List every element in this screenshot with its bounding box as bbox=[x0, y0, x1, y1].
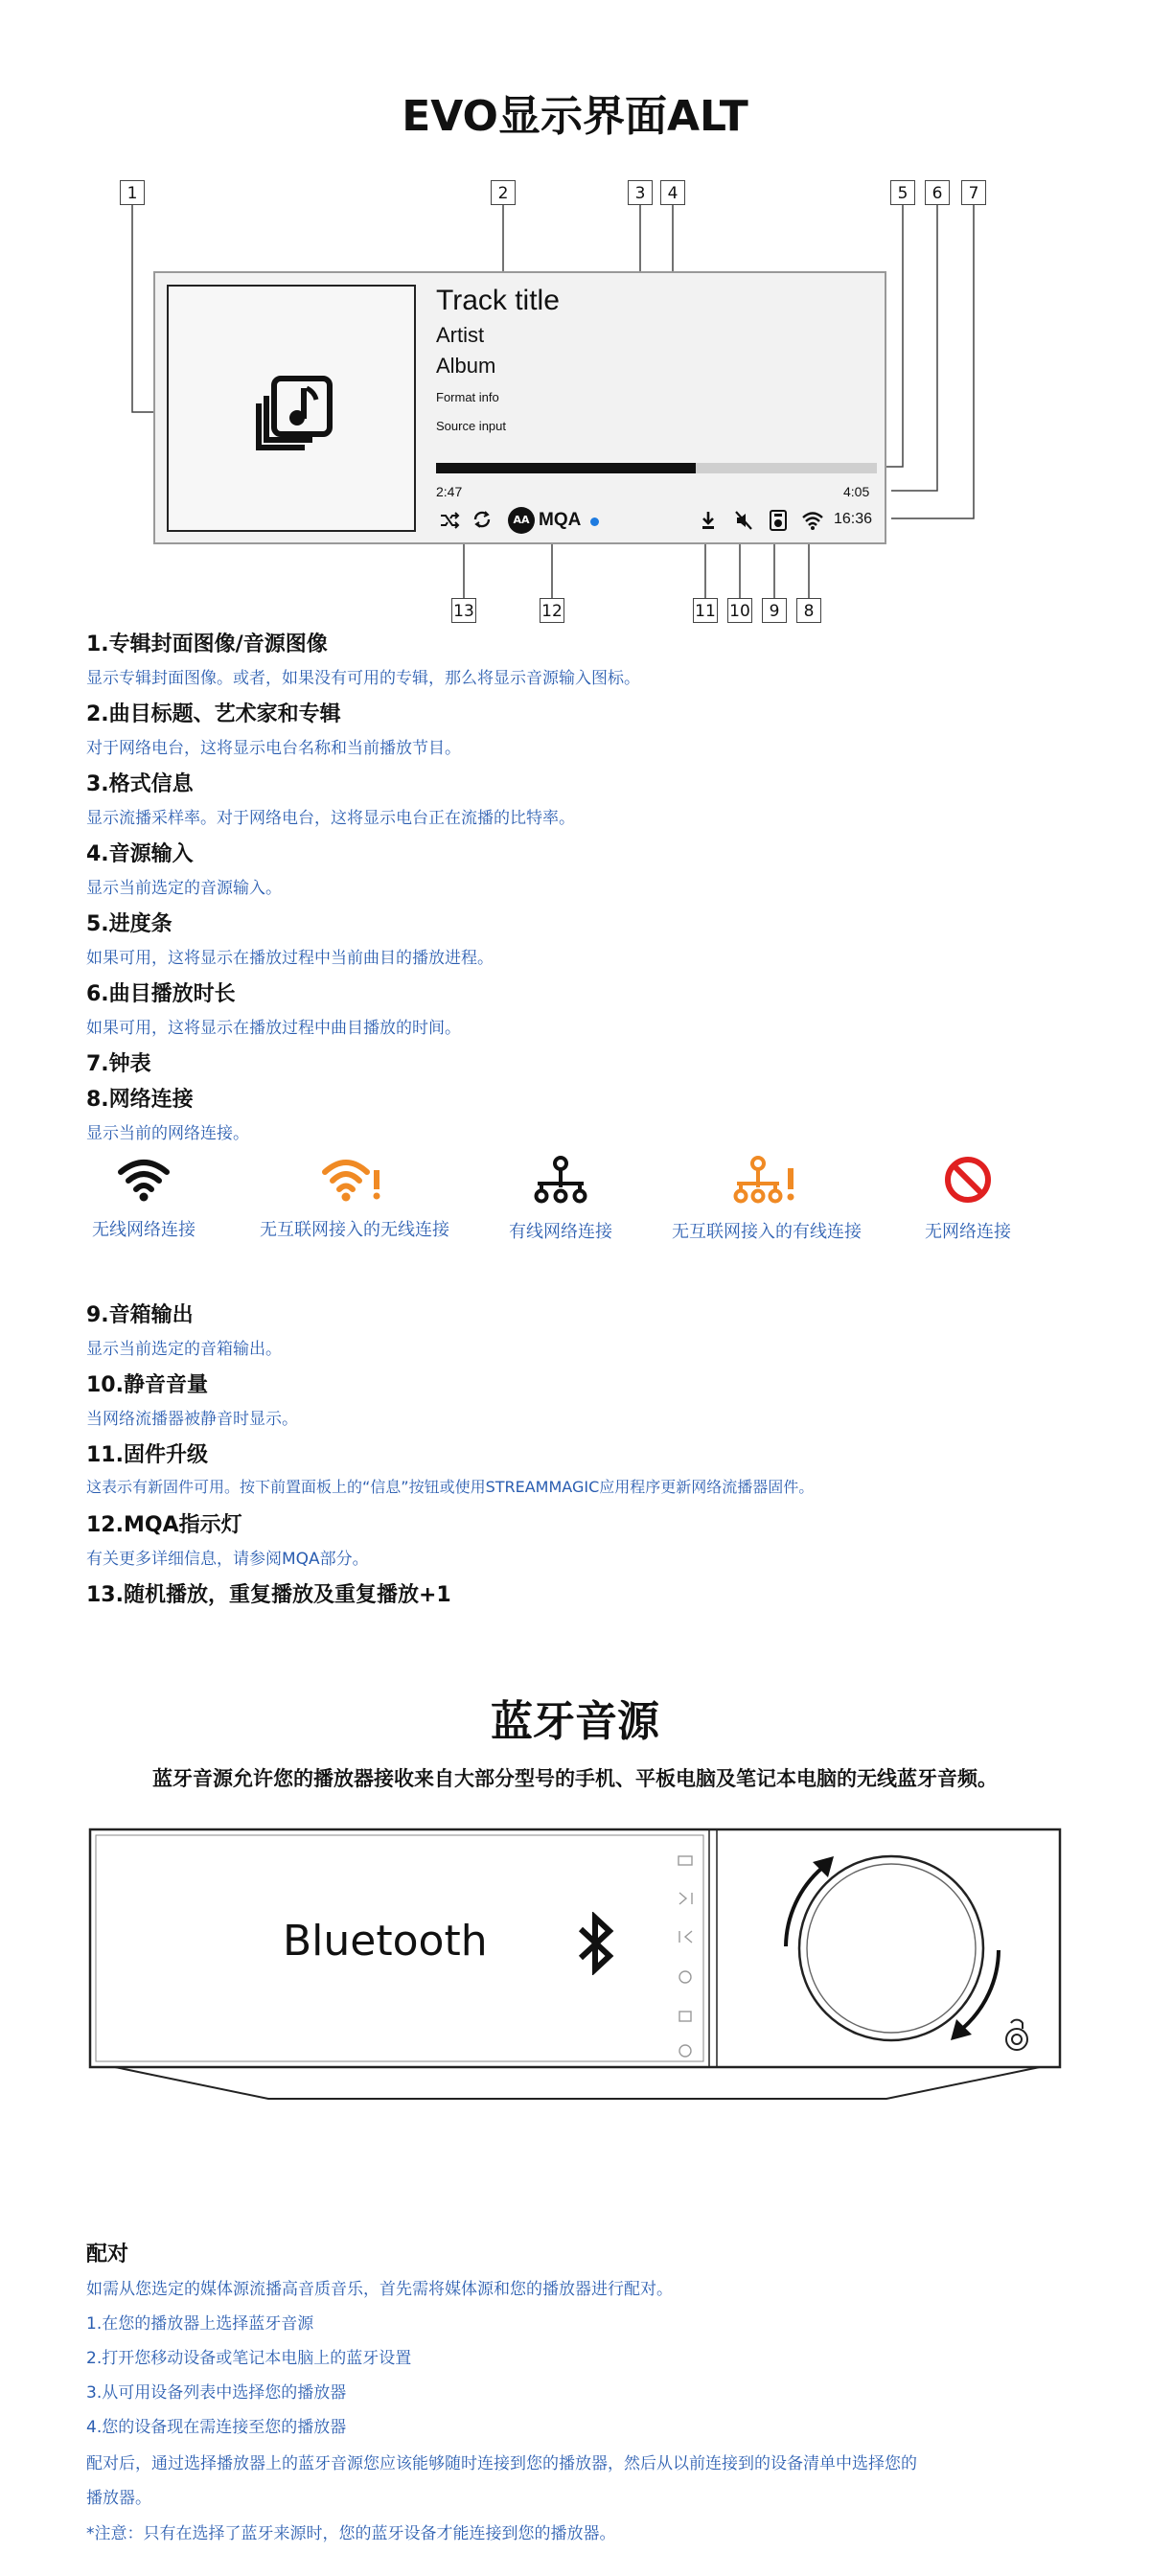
source-input: Source input bbox=[436, 419, 506, 433]
item-title-13: 13.随机播放，重复播放及重复播放+1 bbox=[86, 1583, 451, 1607]
album-name: Album bbox=[436, 354, 496, 378]
clock: 16:36 bbox=[834, 511, 873, 527]
evo-display-screen bbox=[153, 271, 886, 544]
aa-badge-icon: AA bbox=[508, 507, 535, 534]
pairing-after-line-2: 播放器。 bbox=[86, 2489, 151, 2508]
no-network-icon bbox=[939, 1155, 997, 1205]
network-wired-no-internet-label: 无互联网接入的有线连接 bbox=[672, 1222, 862, 1242]
callout-6: 6 bbox=[925, 180, 950, 205]
speaker-output-icon bbox=[769, 509, 788, 532]
progress-bar bbox=[436, 463, 877, 473]
pairing-step-1: 1.在您的播放器上选择蓝牙音源 bbox=[86, 2314, 314, 2334]
network-wifi-no-internet-label: 无互联网接入的无线连接 bbox=[260, 1220, 449, 1240]
item-title-8: 8.网络连接 bbox=[86, 1088, 194, 1112]
note-prefix: *注意 bbox=[86, 2524, 127, 2543]
item-title-7: 7.钟表 bbox=[86, 1052, 151, 1076]
item-desc-1: 显示专辑封面图像。或者，如果没有可用的专辑，那么将显示音源输入图标。 bbox=[86, 669, 640, 688]
item-desc-5: 如果可用，这将显示在播放过程中当前曲目的播放进程。 bbox=[86, 949, 494, 968]
bluetooth-subtitle: 蓝牙音源允许您的播放器接收来自大部分型号的手机、平板电脑及笔记本电脑的无线蓝牙音频。 bbox=[152, 1767, 998, 1790]
callout-9: 9 bbox=[762, 598, 787, 623]
format-info: Format info bbox=[436, 390, 499, 404]
network-none bbox=[862, 1155, 1073, 1243]
callout-12: 12 bbox=[540, 598, 564, 623]
mqa-status-dot bbox=[590, 518, 599, 526]
wifi-status-icon bbox=[801, 511, 824, 530]
callout-4: 4 bbox=[660, 180, 685, 205]
item-title-4: 4.音源输入 bbox=[86, 842, 194, 866]
item-desc-3: 显示流播采样率。对于网络电台，这将显示电台正在流播的比特率。 bbox=[86, 809, 575, 828]
callout-5: 5 bbox=[890, 180, 915, 205]
pairing-note bbox=[86, 2519, 616, 2543]
network-wifi-no-internet bbox=[244, 1155, 465, 1241]
note-text: ：只有在选择了蓝牙来源时，您的蓝牙设备才能连接到您的播放器。 bbox=[126, 2524, 616, 2543]
item-desc-12: 有关更多详细信息，请参阅MQA部分。 bbox=[86, 1550, 369, 1569]
firmware-update-icon bbox=[700, 510, 717, 531]
item-desc-4: 显示当前选定的音源输入。 bbox=[86, 879, 282, 898]
bluetooth-heading: 蓝牙音源 bbox=[491, 1697, 659, 1746]
progress-bar-fill bbox=[436, 463, 696, 473]
network-none-label: 无网络连接 bbox=[925, 1222, 1011, 1242]
network-wired bbox=[455, 1155, 666, 1243]
pairing-title: 配对 bbox=[86, 2242, 129, 2266]
album-art bbox=[167, 285, 416, 532]
shuffle-icon bbox=[439, 511, 460, 530]
callout-3: 3 bbox=[628, 180, 653, 205]
callout-2: 2 bbox=[491, 180, 516, 205]
callout-1: 1 bbox=[120, 180, 145, 205]
item-desc-10: 当网络流播器被静音时显示。 bbox=[86, 1410, 298, 1429]
bluetooth-icon bbox=[575, 1912, 617, 1975]
wired-network-icon bbox=[532, 1155, 589, 1205]
item-title-1: 1.专辑封面图像/音源图像 bbox=[86, 632, 328, 656]
pairing-intro: 如需从您选定的媒体源流播高音质音乐，首先需将媒体源和您的播放器进行配对。 bbox=[86, 2280, 673, 2299]
track-duration: 4:05 bbox=[843, 484, 870, 499]
item-title-6: 6.曲目播放时长 bbox=[86, 982, 236, 1006]
artist-name: Artist bbox=[436, 323, 485, 347]
item-title-11: 11.固件升级 bbox=[86, 1443, 208, 1467]
album-music-icon bbox=[245, 365, 341, 461]
network-wired-no-internet bbox=[656, 1155, 877, 1243]
pairing-step-4: 4.您的设备现在需连接至您的播放器 bbox=[86, 2418, 347, 2437]
bluetooth-device-label: Bluetooth bbox=[283, 1917, 488, 1966]
network-wired-label: 有线网络连接 bbox=[509, 1222, 612, 1242]
network-wifi-label: 无线网络连接 bbox=[92, 1220, 196, 1240]
repeat-icon bbox=[472, 509, 493, 530]
pairing-after-line-1: 配对后，通过选择播放器上的蓝牙音源您应该能够随时连接到您的播放器，然后从以前连接到的设备清单中选择您的 bbox=[86, 2454, 917, 2473]
item-desc-2: 对于网络电台，这将显示电台名称和当前播放节目。 bbox=[86, 739, 461, 758]
page-title: EVO显示界面ALT bbox=[402, 92, 748, 141]
callout-10: 10 bbox=[727, 598, 752, 623]
track-title: Track title bbox=[436, 285, 560, 316]
wifi-warning-icon bbox=[321, 1155, 388, 1203]
item-title-2: 2.曲目标题、艺术家和专辑 bbox=[86, 702, 341, 726]
item-title-3: 3.格式信息 bbox=[86, 772, 194, 796]
item-desc-9: 显示当前选定的音箱输出。 bbox=[86, 1340, 282, 1359]
item-desc-11: 这表示有新固件可用。按下前置面板上的“信息”按钮或使用STREAMMAGIC应用程序更新网络流播器固件。 bbox=[86, 1478, 815, 1496]
network-wifi bbox=[38, 1155, 249, 1241]
item-title-10: 10.静音音量 bbox=[86, 1373, 208, 1397]
item-title-12: 12.MQA指示灯 bbox=[86, 1513, 242, 1537]
item-desc-8: 显示当前的网络连接。 bbox=[86, 1124, 249, 1143]
item-desc-6: 如果可用，这将显示在播放过程中曲目播放的时间。 bbox=[86, 1019, 461, 1038]
item-title-9: 9.音箱输出 bbox=[86, 1303, 194, 1327]
callout-7: 7 bbox=[961, 180, 986, 205]
callout-11: 11 bbox=[693, 598, 718, 623]
callout-8: 8 bbox=[796, 598, 821, 623]
callout-13: 13 bbox=[451, 598, 476, 623]
pairing-step-3: 3.从可用设备列表中选择您的播放器 bbox=[86, 2383, 347, 2403]
wired-warning-icon bbox=[733, 1155, 800, 1205]
mqa-indicator: MQA bbox=[539, 510, 582, 530]
mute-icon bbox=[734, 510, 753, 531]
pairing-step-2: 2.打开您移动设备或笔记本电脑上的蓝牙设置 bbox=[86, 2349, 412, 2368]
elapsed-time: 2:47 bbox=[436, 484, 463, 499]
wifi-icon bbox=[115, 1155, 172, 1203]
item-title-5: 5.进度条 bbox=[86, 912, 172, 936]
